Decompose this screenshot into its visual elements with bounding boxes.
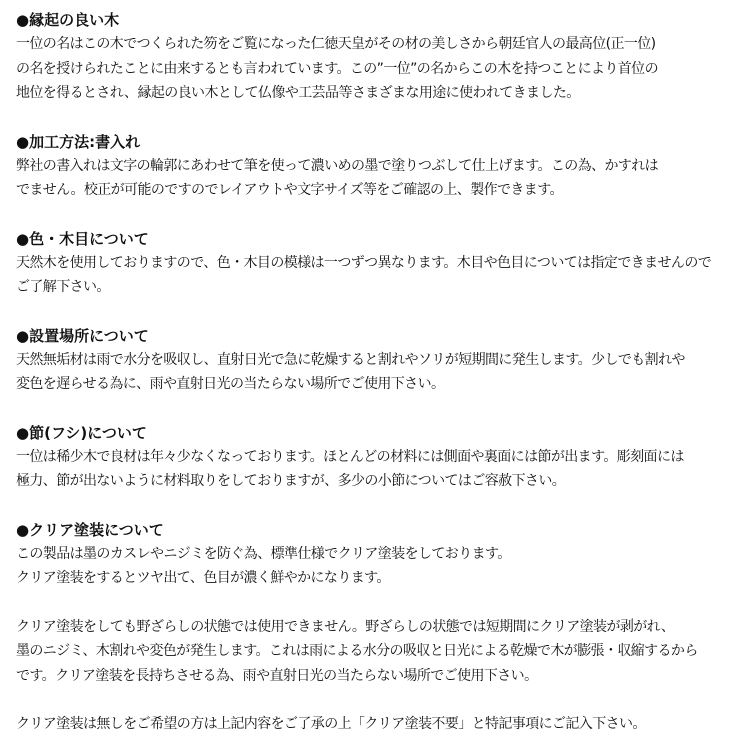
clear-coat-opt-out [16, 712, 740, 737]
body-line: 天然木を使用しておりますので、色・木目の模様は一つずつ異なります。木目や色目については指定できませんので [16, 254, 712, 271]
body-line: この製品は墨のカスレやニジミを防ぐ為、標準仕様でクリア塗装をしております。 [16, 545, 511, 562]
section-heading: ●節(フシ)について [16, 423, 147, 442]
section-engi [16, 8, 740, 106]
body-line: の名を授けられたことに由来するとも言われています。この”一位”の名からこの木を持つことにより首位の [16, 60, 658, 77]
section-placement [16, 324, 740, 397]
section-heading: ●色・木目について [16, 229, 149, 248]
body-line: でません。校正が可能のですのでレイアウトや文字サイズ等をご確認の上、製作できます。 [16, 182, 563, 198]
body-line: 変色を遅らせる為に、雨や直射日光の当たらない場所でご使用下さい。 [16, 376, 445, 392]
body-line: 弊社の書入れは文字の輪郭にあわせて筆を使って濃いめの墨で塗りつぶして仕上げます。この為、かすれは [16, 157, 659, 174]
section-knots [16, 421, 740, 494]
document-body [16, 8, 740, 737]
body-line: クリア塗装は無しをご希望の方は上記内容をご了承の上「クリア塗装不要」と特記事項にご記入下さい。 [16, 716, 646, 732]
body-line: クリア塗装をしても野ざらしの状態では使用できません。野ざらしの状態では短期間にクリア塗装が剥がれ、 [16, 618, 675, 635]
section-clear-coat [16, 518, 740, 591]
section-heading: ●縁起の良い木 [16, 11, 120, 29]
body-line: 天然無垢材は雨で水分を吸収し、直射日光で急に乾燥すると割れやソリが短期間に発生します。少しでも割れや [16, 351, 685, 368]
body-line: 極力、節が出ないように材料取りをしておりますが、多少の小節についてはご容赦下さい。 [16, 473, 566, 489]
section-color-grain [16, 227, 740, 300]
body-line: 一位の名はこの木でつくられた笏をご覧になった仁徳天皇がその材の美しさから朝廷官人の最高位(正一位) [16, 36, 656, 52]
body-line: クリア塗装をするとツヤ出て、色目が濃く鮮やかになります。 [16, 570, 390, 586]
section-processing [16, 130, 740, 203]
clear-coat-caution [16, 615, 740, 689]
section-heading: ●設置場所について [16, 326, 149, 345]
section-heading: ●加工方法:書入れ [16, 132, 141, 151]
section-heading: ●クリア塗装について [16, 520, 164, 539]
body-line: です。クリア塗装を長持ちさせる為、雨や直射日光の当たらない場所でご使用下さい。 [16, 667, 538, 684]
body-line: 墨のニジミ、木割れや変色が発生します。これは雨による水分の吸収と日光による乾燥で木が膨張・収縮するから [16, 643, 698, 659]
body-line: ご了解下さい。 [16, 279, 110, 295]
body-line: 地位を得るとされ、縁起の良い木として仏像や工芸品等さまざまな用途に使われてきました。 [16, 85, 580, 101]
body-line: 一位は稀少木で良材は年々少なくなっております。ほとんどの材料には側面や裏面には節が出ます。彫刻面には [16, 448, 684, 465]
